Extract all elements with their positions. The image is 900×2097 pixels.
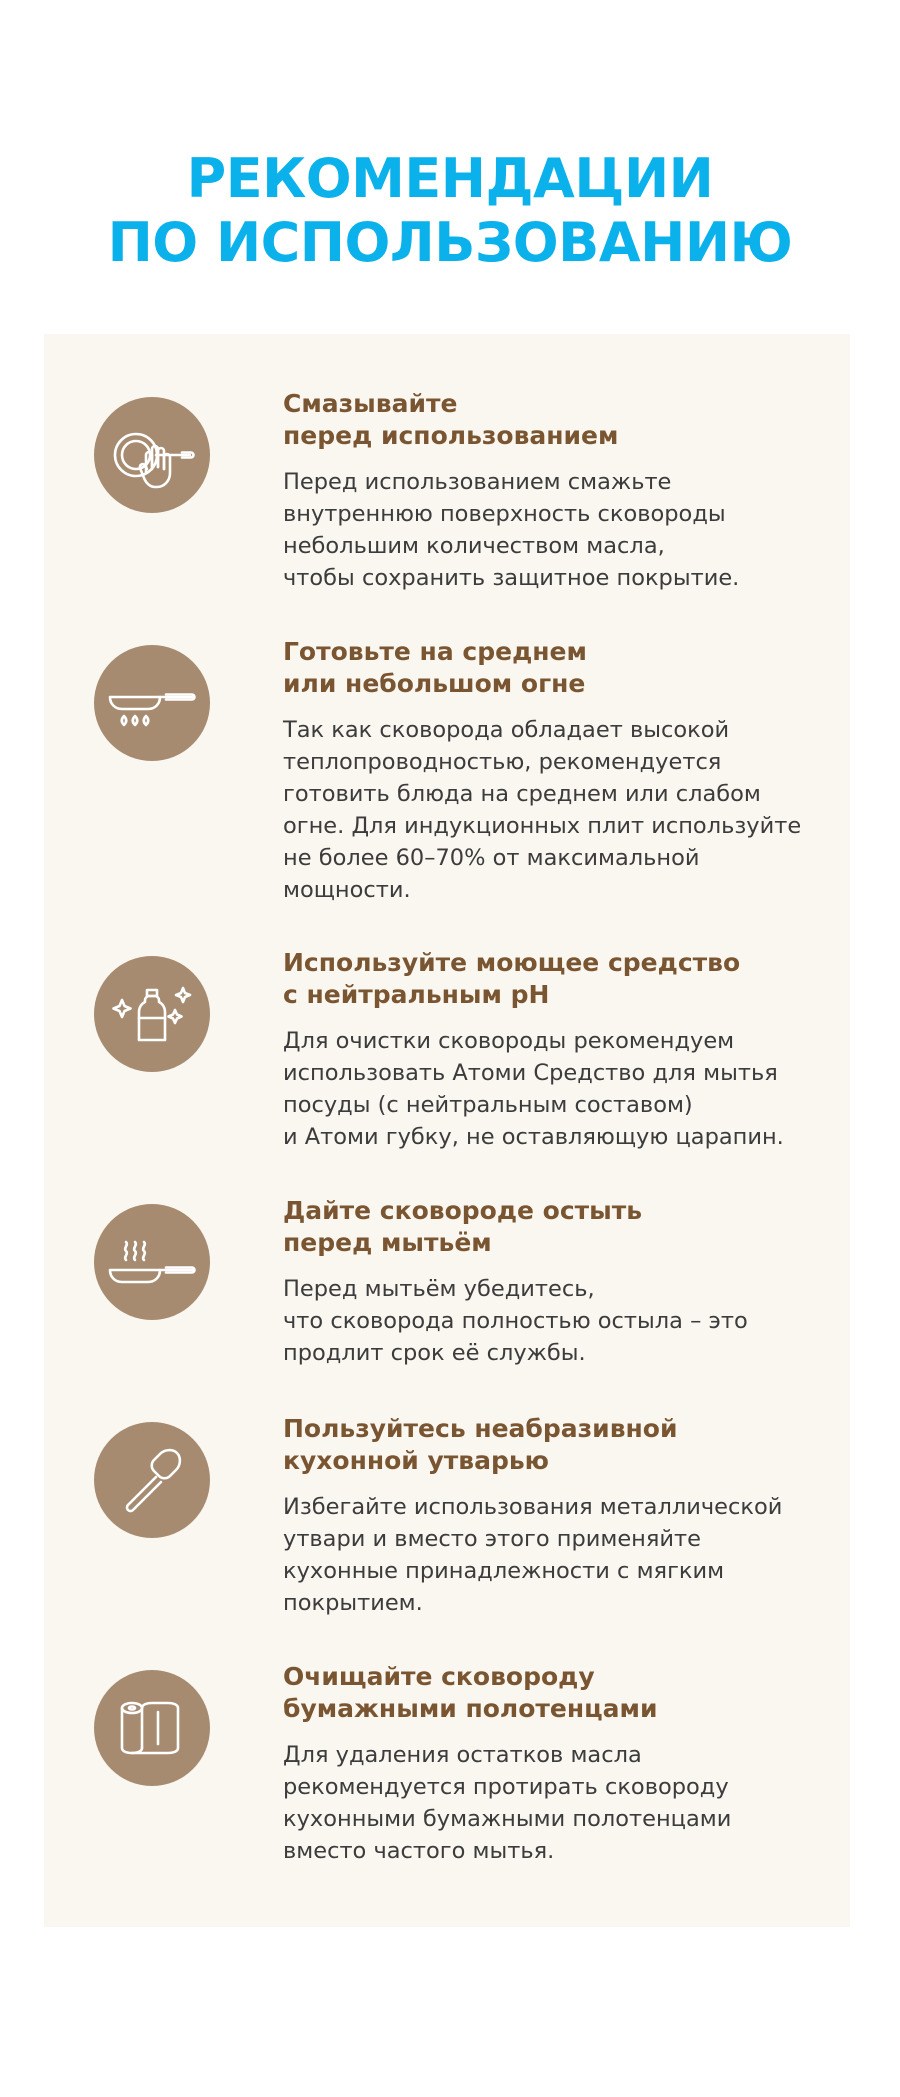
title-line: перед использованием xyxy=(283,421,619,450)
recommendation-text xyxy=(283,947,823,1153)
recommendation-description xyxy=(283,714,823,906)
plate-hand-pan-icon xyxy=(94,397,210,513)
title-line: Очищайте сковороду xyxy=(283,1662,595,1691)
description-line: Перед мытьём убедитесь, xyxy=(283,1276,595,1302)
description-line: Так как сковорода обладает высокой xyxy=(283,717,730,743)
spatula-icon xyxy=(94,1422,210,1538)
recommendation-title xyxy=(283,1661,823,1725)
hot-pan-steam-icon xyxy=(94,1204,210,1320)
recommendation-text xyxy=(283,1413,823,1619)
description-line: продлит срок её службы. xyxy=(283,1340,586,1366)
description-line: небольшим количеством масла, xyxy=(283,533,665,559)
title-line: бумажными полотенцами xyxy=(283,1694,658,1723)
title-line: перед мытьём xyxy=(283,1228,492,1257)
title-line: с нейтральным pH xyxy=(283,980,550,1009)
description-line: утвари и вместо этого применяйте xyxy=(283,1526,701,1552)
description-line: посуды (с нейтральным составом) xyxy=(283,1092,693,1118)
recommendation-title xyxy=(283,636,823,700)
recommendations-panel xyxy=(44,334,850,1927)
recommendation-description xyxy=(283,466,823,594)
recommendation-title xyxy=(283,388,823,452)
description-line: покрытием. xyxy=(283,1590,423,1616)
description-line: что сковорода полностью остыла – это xyxy=(283,1308,748,1334)
description-line: и Атоми губку, не оставляющую царапин. xyxy=(283,1124,784,1150)
title-line: Готовьте на среднем xyxy=(283,637,587,666)
recommendation-text xyxy=(283,1661,823,1867)
description-line: Для удаления остатков масла xyxy=(283,1742,642,1768)
recommendation-title xyxy=(283,1195,823,1259)
description-line: кухонными бумажными полотенцами xyxy=(283,1806,732,1832)
description-line: вместо частого мытья. xyxy=(283,1838,555,1864)
recommendation-description xyxy=(283,1025,823,1153)
recommendation-text xyxy=(283,388,823,594)
recommendation-text xyxy=(283,636,823,906)
recommendation-description xyxy=(283,1739,823,1867)
recommendation-description xyxy=(283,1273,823,1369)
recommendation-title xyxy=(283,947,823,1011)
recommendation-text xyxy=(283,1195,823,1369)
description-line: внутреннюю поверхность сковороды xyxy=(283,501,726,527)
title-line: Дайте сковороде остыть xyxy=(283,1196,643,1225)
title-line: Смазывайте xyxy=(283,389,458,418)
description-line: использовать Атоми Средство для мытья xyxy=(283,1060,778,1086)
description-line: Для очистки сковороды рекомендуем xyxy=(283,1028,735,1054)
title-line: Пользуйтесь неабразивной xyxy=(283,1414,678,1443)
description-line: рекомендуется протирать сковороду xyxy=(283,1774,729,1800)
description-line: мощности. xyxy=(283,877,411,903)
description-line: не более 60–70% от максимальной xyxy=(283,845,700,871)
description-line: теплопроводностью, рекомендуется xyxy=(283,749,722,775)
recommendation-description xyxy=(283,1491,823,1619)
pan-on-fire-icon xyxy=(94,645,210,761)
description-line: Избегайте использования металлической xyxy=(283,1494,783,1520)
description-line: чтобы сохранить защитное покрытие. xyxy=(283,565,740,591)
detergent-bottle-sparkle-icon xyxy=(94,956,210,1072)
page-title-line-1: РЕКОМЕНДАЦИИ xyxy=(186,147,714,210)
description-line: огне. Для индукционных плит используйте xyxy=(283,813,802,839)
title-line: или небольшом огне xyxy=(283,669,586,698)
recommendation-title xyxy=(283,1413,823,1477)
title-line: кухонной утварью xyxy=(283,1446,549,1475)
paper-towel-roll-icon xyxy=(94,1670,210,1786)
title-line: Используйте моющее средство xyxy=(283,948,741,977)
description-line: кухонные принадлежности с мягким xyxy=(283,1558,725,1584)
page-title-line-2: ПО ИСПОЛЬЗОВАНИЮ xyxy=(107,211,793,274)
description-line: готовить блюда на среднем или слабом xyxy=(283,781,761,807)
page-title xyxy=(0,147,900,275)
description-line: Перед использованием смажьте xyxy=(283,469,672,495)
